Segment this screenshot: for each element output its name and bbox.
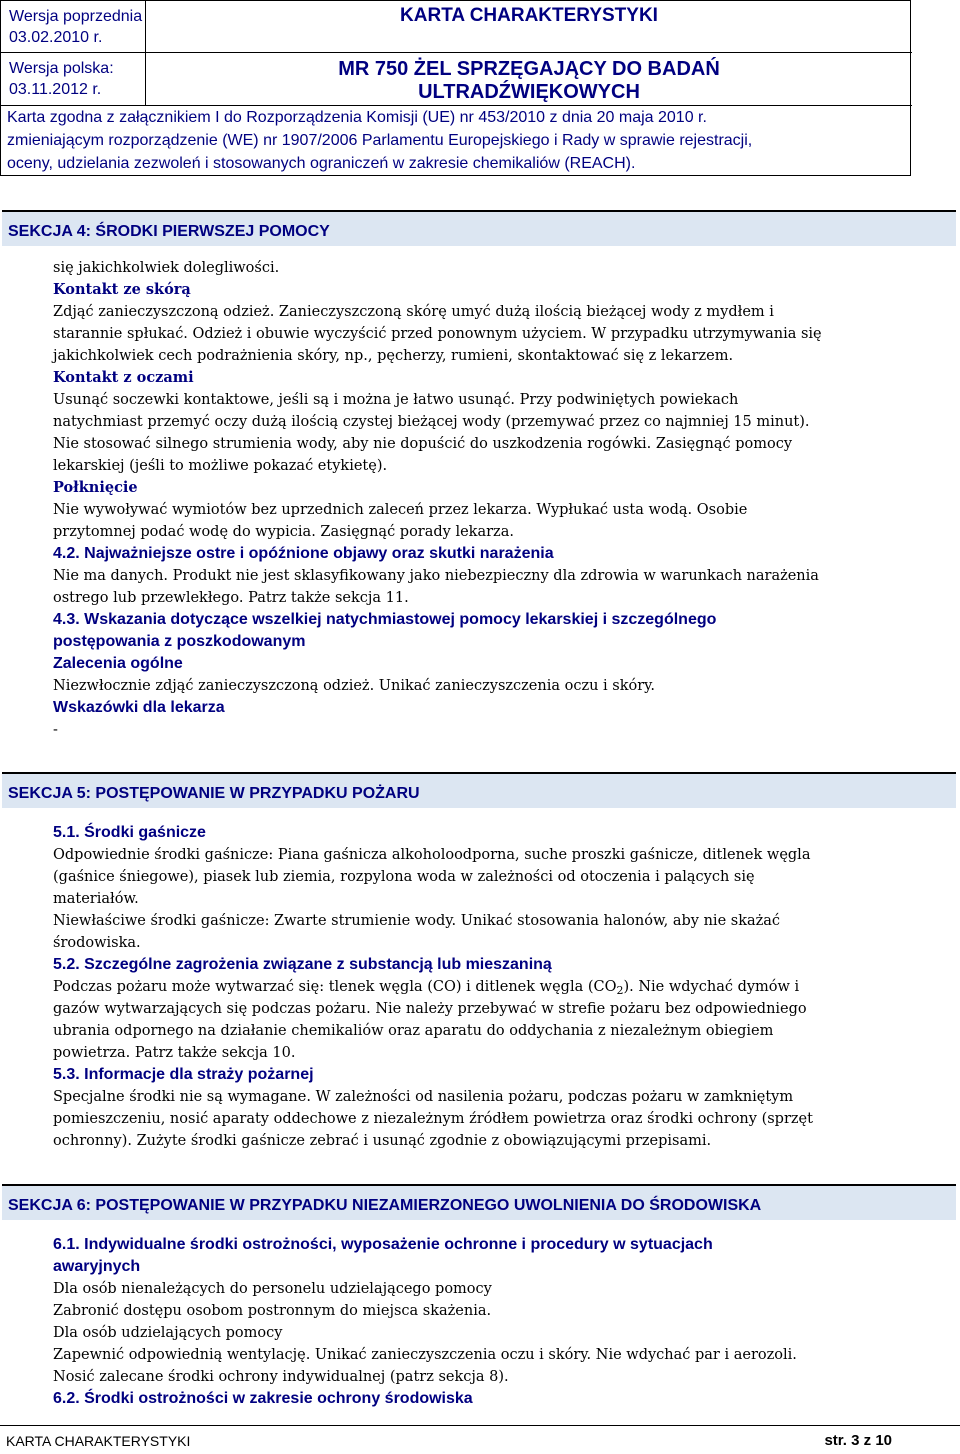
text-line: gazów wytwarzających się podczas pożaru. Nie należy przebywać w strefie pożaru bez odpowiedniego — [53, 1001, 807, 1017]
subheading: Zalecenia ogólne — [53, 655, 183, 672]
text-line: Specjalne środki nie są wymagane. W zależności od nasilenia pożaru, podczas pożaru w zamkniętym — [53, 1089, 794, 1105]
subheading: Wskazówki dla lekarza — [53, 699, 225, 716]
text-line: Zapewnić odpowiednią wentylację. Unikać zanieczyszczenia oczu i skóry. Nie wdychać par i aerozoli. — [53, 1347, 797, 1363]
text-line: środowiska. — [53, 935, 141, 951]
text-line: się jakichkolwiek dolegliwości. — [53, 260, 280, 276]
subsection-heading: 6.2. Środki ostrożności w zakresie ochrony środowiska — [53, 1390, 473, 1407]
product-name-line1: MR 750 ŻEL SPRZĘGAJĄCY DO BADAŃ — [338, 58, 720, 80]
text-line: natychmiast przemyć oczy dużą ilością czystej bieżącej wody (przemywać przez co najmniej 15 minut). — [53, 414, 810, 430]
compliance-line: zmieniającym rozporządzenie (WE) nr 1907/2006 Parlamentu Europejskiego i Rady w sprawie rejestracji, — [7, 132, 753, 149]
subsection-heading: 6.1. Indywidualne środki ostrożności, wyposażenie ochronne i procedury w sytuacjach — [53, 1236, 713, 1253]
page-footer — [0, 1425, 960, 1454]
text-line: Zdjąć zanieczyszczoną odzież. Zanieczyszczoną skórę umyć dużą ilością bieżącej wody z mydłem i — [53, 304, 774, 320]
footer-doc-type: KARTA CHARAKTERYSTYKI — [6, 1433, 191, 1449]
text-line: Dla osób udzielających pomocy — [53, 1325, 283, 1341]
text-line: powietrza. Patrz także sekcja 10. — [53, 1045, 296, 1061]
pl-version-label: Wersja polska: — [9, 60, 114, 77]
text-line: Zabronić dostępu osobom postronnym do miejsca skażenia. — [53, 1303, 492, 1319]
text-line: pomieszczeniu, nosić aparaty oddechowe z niezależnym źródłem powietrza oraz środki ochrony (sprzęt — [53, 1111, 813, 1127]
page-number: str. 3 z 10 — [824, 1432, 892, 1449]
prev-version-date: 03.02.2010 r. — [9, 29, 103, 46]
subheading: Połknięcie — [53, 479, 138, 496]
pl-version-date: 03.11.2012 r. — [9, 81, 102, 98]
doc-type-title: KARTA CHARAKTERYSTYKI — [400, 5, 658, 26]
subheading: Kontakt z oczami — [53, 369, 194, 386]
section-title: SEKCJA 4: ŚRODKI PIERWSZEJ POMOCY — [8, 223, 330, 240]
section-title: SEKCJA 5: POSTĘPOWANIE W PRZYPADKU POŻARU — [8, 785, 420, 802]
section-4-heading — [2, 210, 956, 246]
subsection-heading: postępowania z poszkodowanym — [53, 633, 306, 650]
text-line: ochronny). Zużyte środki gaśnicze zebrać i usunąć zgodnie z obowiązującymi przepisami. — [53, 1133, 712, 1149]
text-line: Dla osób nienależących do personelu udzielającego pomocy — [53, 1281, 492, 1297]
subsection-heading: 5.3. Informacje dla straży pożarnej — [53, 1066, 314, 1083]
subsection-heading: 4.2. Najważniejsze ostre i opóźnione objawy oraz skutki narażenia — [53, 545, 554, 562]
section-5-heading — [2, 772, 956, 808]
subsection-heading: 4.3. Wskazania dotyczące wszelkiej natychmiastowej pomocy lekarskiej i szczególnego — [53, 611, 717, 628]
text-line: - — [53, 722, 58, 738]
header-divider — [1, 52, 912, 53]
subsection-heading: awaryjnych — [53, 1258, 141, 1275]
text-fragment: ). Nie wdychać dymów i — [623, 979, 800, 995]
text-line: starannie spłukać. Odzież i obuwie wyczyścić przed ponownym użyciem. W przypadku utrzymywania się — [53, 326, 822, 342]
text-line: (gaśnice śniegowe), piasek lub ziemia, rozpylona woda w zależności od otoczenia i palących się — [53, 869, 755, 885]
text-line: Usunąć soczewki kontaktowe, jeśli są i można je łatwo usunąć. Przy podwiniętych powiekach — [53, 392, 739, 408]
text-line: materiałów. — [53, 891, 139, 907]
prev-version-label: Wersja poprzednia — [9, 8, 143, 25]
section-6-heading — [2, 1184, 956, 1220]
product-name-line2: ULTRADŹWIĘKOWYCH — [418, 81, 640, 103]
subsection-heading: 5.2. Szczególne zagrożenia związane z substancją lub mieszaniną — [53, 956, 552, 973]
compliance-line: oceny, udzielania zezwoleń i stosowanych ograniczeń w zakresie chemikaliów (REACH). — [7, 155, 636, 172]
section-title: SEKCJA 6: POSTĘPOWANIE W PRZYPADKU NIEZAMIERZONEGO UWOLNIENIA DO ŚRODOWISKA — [8, 1197, 762, 1214]
subheading: Kontakt ze skórą — [53, 281, 191, 298]
compliance-line: Karta zgodna z załącznikiem I do Rozporządzenia Komisji (UE) nr 453/2010 z dnia 20 maja 2010 r. — [7, 109, 707, 126]
document-header — [0, 0, 911, 176]
text-line: Nie wywoływać wymiotów bez uprzednich zaleceń przez lekarza. Wypłukać usta wodą. Osobie — [53, 502, 748, 518]
text-line: jakichkolwiek cech podrażnienia skóry, np., pęcherzy, rumieni, skontaktować się z lekarzem. — [53, 348, 734, 364]
subsection-heading: 5.1. Środki gaśnicze — [53, 824, 206, 841]
text-line: Niewłaściwe środki gaśnicze: Zwarte strumienie wody. Unikać stosowania halonów, aby nie skażać — [53, 913, 781, 929]
text-line: Nosić zalecane środki ochrony indywidualnej (patrz sekcja 8). — [53, 1369, 509, 1385]
text-line: ostrego lub przewlekłego. Patrz także sekcja 11. — [53, 590, 409, 606]
text-line: Nie ma danych. Produkt nie jest sklasyfikowany jako niebezpieczny dla zdrowia w warunkach narażenia — [53, 568, 819, 584]
text-fragment: Podczas pożaru może wytwarzać się: tlenek węgla (CO) i ditlenek węgla (CO — [53, 979, 617, 995]
text-line: Niezwłocznie zdjąć zanieczyszczoną odzież. Unikać zanieczyszczenia oczu i skóry. — [53, 678, 656, 694]
text-line: przytomnej podać wodę do wypicia. Zasięgnąć porady lekarza. — [53, 524, 514, 540]
subscript: 2 — [616, 984, 624, 997]
text-line: Nie stosować silnego strumienia wody, aby nie dopuścić do uszkodzenia rogówki. Zasięgnąć pomocy — [53, 436, 793, 452]
text-line: lekarskiej (jeśli to możliwe pokazać etykietę). — [53, 458, 388, 474]
text-line: Odpowiednie środki gaśnicze: Piana gaśnicza alkoholoodporna, suche proszki gaśnicze, ditlenek węgla — [53, 847, 811, 863]
text-line: ubrania odpornego na działanie chemikaliów oraz aparatu do oddychania z niezależnym obiegiem — [53, 1023, 774, 1039]
